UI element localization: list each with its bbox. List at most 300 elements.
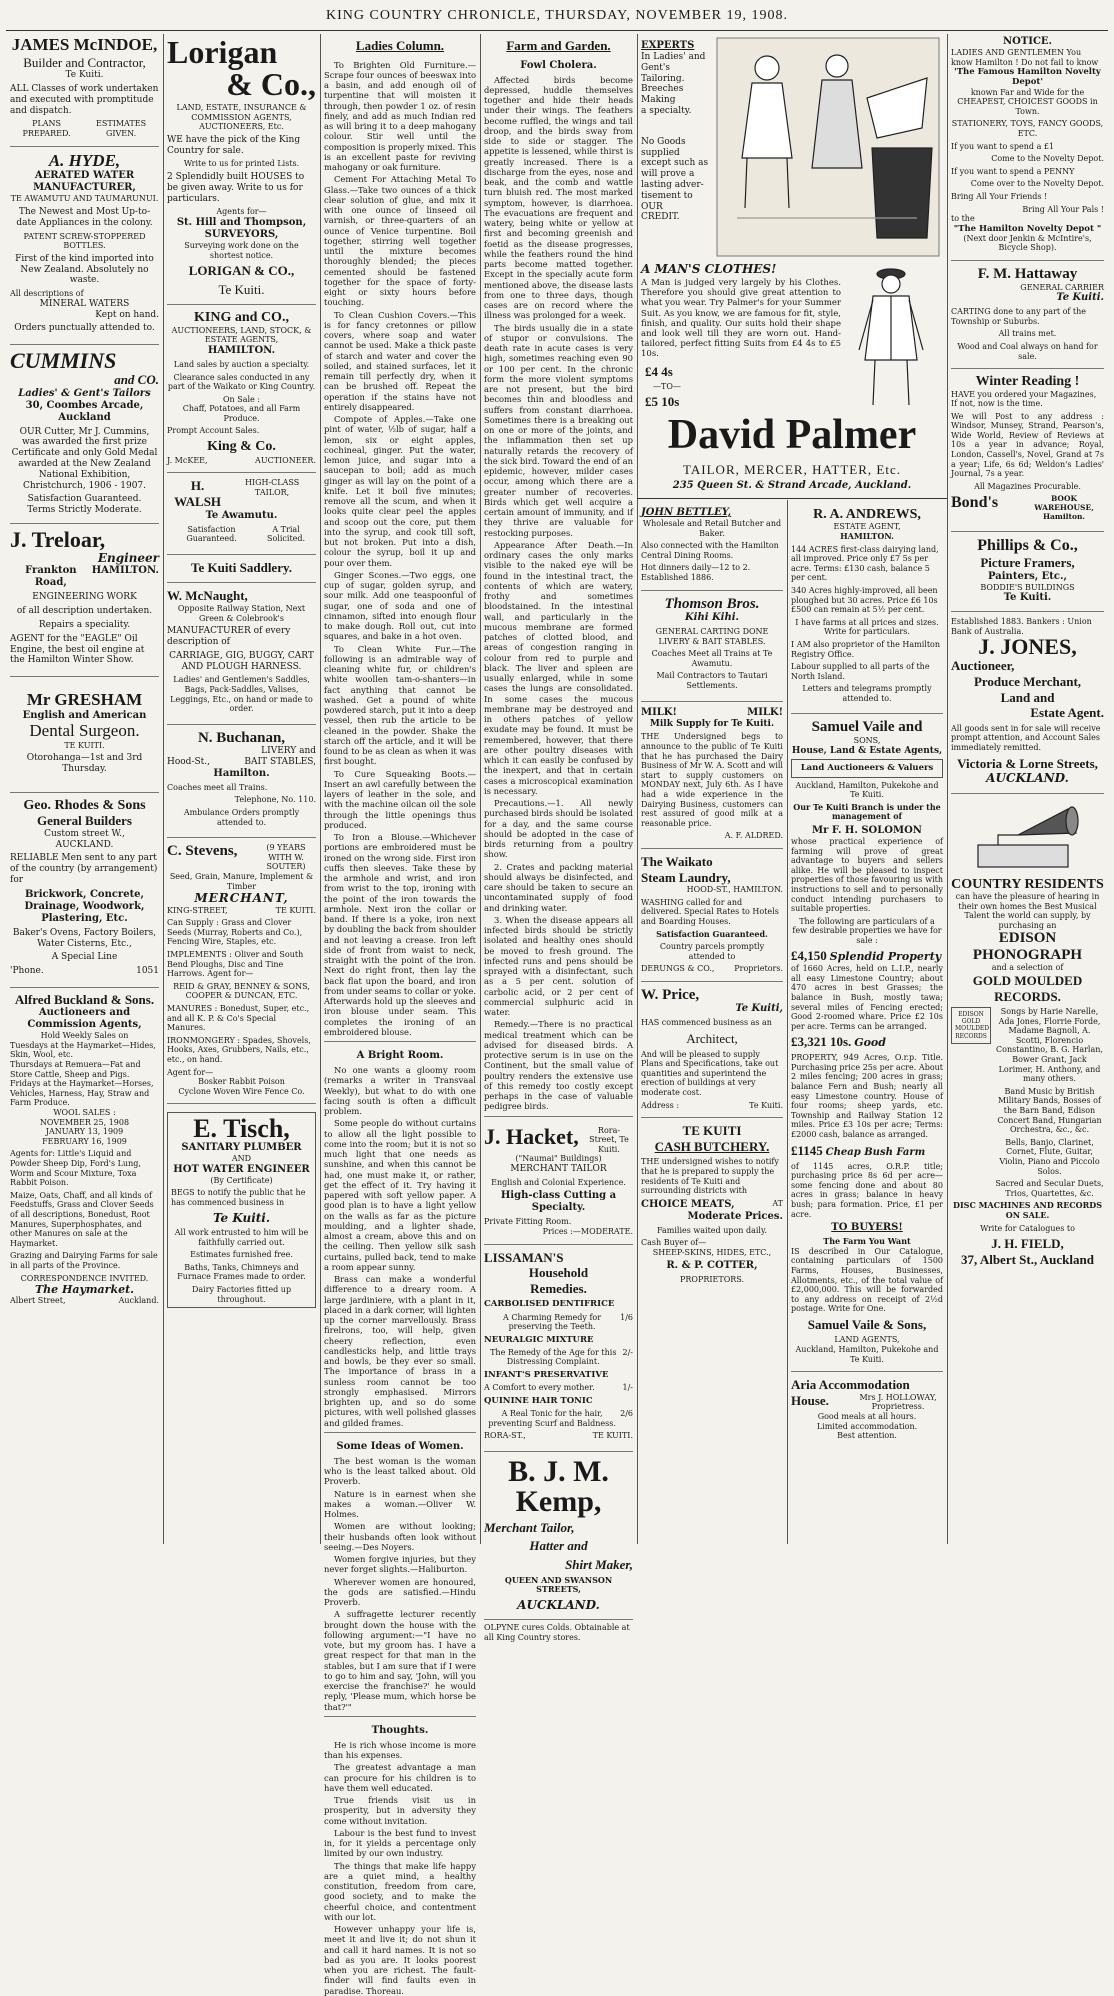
ad-line: Private Fitting Room. xyxy=(484,1217,572,1227)
experts-line: Gent's xyxy=(641,62,671,73)
ad-buchanan xyxy=(167,725,316,838)
ad-addr: TE KUITI. xyxy=(275,905,316,915)
ad-title: Bond's xyxy=(951,494,999,512)
ad-title: Steam Laundry, xyxy=(641,869,731,885)
experts-line: will prove a xyxy=(641,169,695,180)
ad-stevens xyxy=(167,838,316,1104)
ad-line: Surveying work done on the shortest notice. xyxy=(184,240,299,260)
ad-line: and a selection of xyxy=(991,963,1064,973)
paragraph: The things that make life happy are a quiet mind, a healthy constitution, freedom from care, good society, and to make the cheerful choice, and contentment with our lot. xyxy=(324,1860,476,1922)
ad-title: F. M. Hattaway xyxy=(977,266,1078,283)
ad-line: Write for Catalogues to xyxy=(980,1223,1075,1233)
ad-line: Good meals at all hours. xyxy=(817,1412,917,1422)
ad-trade: Engineer xyxy=(97,551,159,566)
ad-line: Cheap Bush Farm xyxy=(825,1146,926,1158)
ad-line: 2 Splendidly built HOUSES to be given away. Write to us for particulars. xyxy=(167,171,305,204)
ad-gresham xyxy=(10,677,159,793)
experts-line: a specialty. xyxy=(641,105,692,116)
ad-field xyxy=(951,794,1104,1275)
ad-line: Hold Weekly Sales on xyxy=(40,1031,129,1041)
rule xyxy=(484,1116,633,1117)
ad-item: INFANT'S PRESERVATIVE xyxy=(484,1370,609,1381)
rule xyxy=(324,1716,476,1717)
ad-body: CARTING done to any part of the Township or Suburbs. xyxy=(951,307,1087,326)
ad-line: Our Te Kuiti Branch is under the management of xyxy=(793,801,941,822)
ad-title: NOTICE. xyxy=(1002,36,1053,47)
ad-line: A Charming Remedy for preserving the Teeth. xyxy=(503,1312,602,1332)
palmer-trade: TAILOR, MERCER, HATTER, Etc. xyxy=(683,462,901,477)
paragraph: Labour is the best fund to invest in, for it yields a percentage only limited by our own industry. xyxy=(324,1827,476,1859)
ad-line: Milk Supply for Te Kuiti. xyxy=(649,718,775,729)
ad-trade: LAND, ESTATE, INSURANCE & COMMISSION AGENTS, AUCTIONEERS, Etc. xyxy=(176,103,307,132)
ad-vaile xyxy=(791,714,943,1372)
ad-body: whose practical experience of farming will prove of great advantage to buyers and sellers alike. He will be pleased to inspect properties of those favouring us with instructions to sell and to personally conduct intending purchasers to suitable properties. xyxy=(791,836,943,914)
ad-place: Kihi Kihi. xyxy=(684,612,740,624)
ad-line: Hatter and xyxy=(529,1538,588,1554)
ad-addr: 37, Albert St., Auckland xyxy=(961,1251,1094,1267)
paragraph: To Iron a Blouse.—Whichever portions are embroidered must be ironed on the wrong side. First iron cuffs then sleeves. Take these by the armhole and wrist, and iron from wrist to the top, ironing with the point of the iron towards the armhole. Next iron the collar or band. If there is a yoke, iron next by doubling the back from shoulder and not leaving a crease. Iron left side of front from waist to neck, straight with the point of the iron. Next do right front, then lay the back flat upon the board, and iron from under seams to collar or yoke. Afterwards hold up the sleeves and iron blouse under seam. This completes the ironing of an embroidered blouse. xyxy=(324,832,476,1037)
ad-line: Land and xyxy=(1000,689,1055,705)
paragraph: A suffragette lecturer recently brought down the house with the following argument:—"I have no vote, but my groom has. I have a great respect for that man in the stables, but I am sure that if I were to go to him and say, 'John, will you exercise the franchise?' he would reply, 'Please mum, which horse be that?'" xyxy=(324,1609,476,1712)
ad-trade: Seed, Grain, Manure, Implement & Timber xyxy=(169,872,314,891)
ad-line: A Trial Solicited. xyxy=(266,524,306,544)
ad-city: HAMILTON. xyxy=(207,344,276,356)
ad-line: R. & P. COTTER, xyxy=(666,1260,758,1272)
ad-line: The Remedy of the Age for this Distressing Complaint. xyxy=(490,1347,617,1367)
ad-line: "The Hamilton Novelty Depot " xyxy=(953,223,1102,234)
ad-title: E. Tisch, xyxy=(193,1114,290,1144)
ad-line: Maize, Oats, Chaff, and all kinds of Feedstuffs, Grass and Clover Seeds of all descriptions, Bonedust, Root Manures, Superphosphates, and other Manures on sale at the Haymarket. xyxy=(10,1190,154,1248)
ad-title: Thomson Bros. xyxy=(664,595,760,612)
ad-line: (Next door Jenkin & McIntire's, Bicycle Shop). xyxy=(963,233,1092,253)
ad-price: 1/6 xyxy=(620,1312,633,1322)
ad-milk xyxy=(641,702,783,849)
section-subtitle: Fowl Cholera. xyxy=(520,59,597,71)
ad-body: AGENT for the "EAGLE" Oil Engine, the best oil engine at the Hamilton Winter Show. xyxy=(10,633,145,666)
ad-andrews xyxy=(791,502,943,714)
ad-title: COUNTRY RESIDENTS xyxy=(951,876,1104,892)
ad-title: C. Stevens, xyxy=(167,843,238,860)
ad-foot: ESTIMATES GIVEN. xyxy=(96,119,147,139)
ad-line: PROPRIETORS. xyxy=(679,1275,745,1285)
ad-title: MILK! xyxy=(747,706,783,718)
ad-line: Ladies' and Gentlemen's Saddles, Bags, Pack-Saddles, Valises, Leggings, Etc., on hand or made to order. xyxy=(170,675,313,714)
ad-line: Samuel Vaile & Sons, xyxy=(807,1316,927,1332)
ad-line: A. F. ALDRED. xyxy=(724,831,783,841)
ad-line: PATENT SCREW-STOPPERED BOTTLES. xyxy=(23,231,146,251)
ad-line: I have farms at all prices and sizes. Write for particulars. xyxy=(795,617,939,637)
paragraph: 3. When the disease appears all infected birds should be strictly isolated and healthy ones should be moved to fresh ground. The infected runs and pens should be sprayed with a disinfectant, such as a 5 per cent. solution of carbolic acid, or 2 per cent of commercial sulphuric acid in water. xyxy=(484,914,633,1018)
ad-trade: Dental Surgeon. xyxy=(29,720,140,740)
experts-box xyxy=(641,40,713,223)
ad-body: We will Post to any address : Windsor, Munsey, Strand, Pearson's, Wide World, Review of Reviews at 10s a year in advance; Royal, London, Cassell's, Novel, Grand at 7s a year; Life, 6s 6d; Weldon's Ladies' Journal, 7s a year. xyxy=(951,411,1104,479)
ad-title: CUMMINS xyxy=(10,348,117,374)
ad-line: BAIT STABLES, xyxy=(244,757,316,768)
paragraph: He is rich whose income is more than his expenses. xyxy=(324,1739,476,1761)
ad-addr: Custom street W., xyxy=(44,828,125,839)
ad-trade: AERATED WATER MANUFACTURER, xyxy=(33,170,136,194)
ad-line: Shirt Maker, xyxy=(565,1557,633,1573)
paragraph: Wherever women are honoured, the gods are satisfied.—Hindu Proverb. xyxy=(324,1576,476,1608)
ad-trade: General Builders xyxy=(37,813,132,829)
ad-line: Come to the Novelty Depot. xyxy=(991,154,1104,164)
ad-place: TE KUITI. xyxy=(64,740,105,750)
ad-line: Write to us for printed Lists. xyxy=(183,159,300,169)
ad-line: Orders punctually attended to. xyxy=(14,323,155,334)
ad-line: Produce Merchant, xyxy=(973,674,1082,690)
paragraph: 2. Crates and packing material should always be disinfected, and care should be taken to secure an uncontaminated supply of food and drinking water. xyxy=(484,861,633,913)
ad-foot: J. McKEE, xyxy=(167,455,208,465)
ad-mcnaught xyxy=(167,583,316,724)
ad-line: to the xyxy=(951,214,975,224)
ad-trade: Architect, xyxy=(686,1030,738,1046)
paragraph: Appearance After Death.—In ordinary cases the only marks visible to the naked eye will be found in the intestinal tract, the contents of which are watery, frothy and sometimes bloodstained. In the intestinal wall, and particularly in the mucous membrane are formed patches of clotted blood, and areas of congestion ranging in colour from red to purple and black. The liver and spleen are usually enlarged, while in some cases the lungs are consolidated. In some cases the mucous membrane may be destroyed and in others patches of yellow exudate may be found. It must be remembered, however, that there are other poultry diseases with which it can easily be confused by the inexpert, and that in certain cases a microscopical examination is necessary. xyxy=(484,539,633,796)
ad-title: & Co., xyxy=(226,66,316,102)
ad-butchery xyxy=(641,1118,783,1292)
ad-line: All work entrusted to him will be faithfully carried out. xyxy=(174,1228,309,1247)
ad-line: Satisfaction Guaranteed. xyxy=(656,928,768,939)
ad-line: Coaches Meet all Trains at Te Awamutu. xyxy=(651,649,773,668)
section-title: Ladies Column. xyxy=(355,38,445,53)
ad-hattaway xyxy=(951,261,1104,369)
ad-line: First of the kind imported into New Zealand. Absolutely no waste. xyxy=(15,253,154,286)
ad-line: A Comfort to every mother. xyxy=(484,1383,595,1393)
ad-novelty xyxy=(951,34,1104,261)
ad-cummins xyxy=(10,345,159,524)
ad-place: Te Kuiti. xyxy=(1003,592,1052,604)
experts-line: No Goods xyxy=(641,136,686,147)
ad-line: Country parcels promptly attended to xyxy=(659,942,765,961)
ad-trade: MERCHANT TAILOR xyxy=(510,1163,607,1174)
ad-line: Songs by Harie Narelle, Ada Jones, Florrie Forde, Madame Bagnoli, A. Scotti, Florencio Constantino, B. G. Harlan, Bower Grant, Jack Lorimer, H. Anthony, and many others. xyxy=(996,1007,1103,1084)
ad-price: 2/6 xyxy=(620,1409,633,1419)
paragraph: Ginger Scones.—Two eggs, one cup of sugar, golden syrup, and sour milk. Add one teaspoonful of sugar, one of soda and one of cinnamon, sifted into enough flour to make dough. Roll out, cut into squares, and bake in a hot oven. xyxy=(324,569,476,642)
paragraph: Compote of Apples.—Take one pint of water, ½lb of sugar, half a lemon, six or eight apples, cochineal, ginger. Put the water, lemon juice, and sugar into a saucepan to boil; add as much ginger as will lay on the point of a knife. Let it boil five minutes; remove all the scum, and when it looks quite clear peel the apples and scoop out the core, put them into the syrup, and cook till soft, but not broken. Put into a dish, colour the syrup, boil it up and pour over them. xyxy=(324,414,476,568)
ad-line: of all description undertaken. xyxy=(16,606,153,617)
ad-line: If you want to spend a £1 xyxy=(951,141,1055,151)
ad-title: Remedies. xyxy=(530,1280,587,1296)
ad-line: The following are particulars of a few desirable properties we have for sale : xyxy=(792,916,942,945)
ad-mcindoe xyxy=(10,34,159,147)
ad-olpyne: OLPYNE cures Colds. Obtainable at all King Country stores. xyxy=(484,1623,630,1642)
rule xyxy=(324,1041,476,1042)
ad-line: Sacred and Secular Duets, Trios, Quartettes, &c. xyxy=(995,1179,1104,1198)
paragraph: Cement For Attaching Metal To Glass.—Take two ounces of a thick clear solution of glue, and mix it with one ounce of linseed oil varnish, or three-quarters of an ounce of Venice turpentine. Boil together, stirring well together until the mixture becomes thoroughly blended; the pieces cemented should be fastened together for the space of forty-eight or sixty hours before touching. xyxy=(324,174,476,308)
ad-foot: Address : xyxy=(641,1100,680,1110)
ad-line: All descriptions of xyxy=(10,289,84,299)
ad-line: SHEEP-SKINS, HIDES, ETC., xyxy=(652,1247,772,1257)
ad-buckland xyxy=(10,988,159,1313)
ad-aria xyxy=(791,1372,943,1448)
ad-line: Mr F. H. SOLOMON xyxy=(812,824,922,836)
ad-line: Labour supplied to all parts of the North Island. xyxy=(791,662,930,681)
column-7 xyxy=(947,34,1108,1544)
ad-trade: HIGH-CLASS TAILOR, xyxy=(244,478,300,498)
ad-city: HAMILTON. xyxy=(840,530,894,541)
ad-body: MANUFACTURER of every description of xyxy=(167,626,291,647)
paragraph: Nature is in earnest when she makes a woman.—Oliver W. Holmes. xyxy=(324,1488,476,1520)
ad-line: Thursdays at Remuera—Fat and Store Cattle, Sheep and Pigs. xyxy=(10,1060,141,1079)
ad-line: MINERAL WATERS xyxy=(39,298,130,309)
ad-place: Te Kuiti. xyxy=(65,70,104,81)
ad-title: A. HYDE, xyxy=(48,150,121,170)
ad-body: RELIABLE Men sent to any part of the country (by arrangement) for xyxy=(10,853,158,885)
ad-line: Land sales by auction a specialty. xyxy=(173,359,310,369)
ad-line: Telephone, No. 110. xyxy=(234,795,316,805)
ad-line: Cyclone Woven Wire Fence Co. xyxy=(178,1086,305,1096)
ad-body: THE undersigned wishes to notify that he is prepared to supply the residents of Te Kuiti and surrounding districts with xyxy=(641,1157,779,1196)
ad-body: BEGS to notify the public that he has commenced business in xyxy=(171,1188,306,1208)
ad-line: Satisfaction Guaranteed. xyxy=(27,494,142,505)
ad-line: Baker's Ovens, Factory Boilers, Water Cisterns, Etc., xyxy=(12,927,157,949)
rule xyxy=(637,498,947,499)
paragraph: To Clean White Fur.—The following is an admirable way of cleaning white fur, or children's white woollen tam-o-shanters—in fact anything that cannot be washed. Get a pound of white powdered starch, put it into a deep vessel, then rub the article to be cleaned in the powder. Shake the starch off the article, and it will be found to be as clean as when it was first bought. xyxy=(324,643,476,767)
ad-line: J. H. FIELD, xyxy=(991,1236,1064,1252)
ad-line: FEBRUARY 16, 1909 xyxy=(42,1136,127,1146)
ad-line: Agents for— xyxy=(216,207,267,217)
column-4-farm xyxy=(480,34,637,1642)
ad-line: Auctioneer, xyxy=(951,658,1015,674)
ad-kemp xyxy=(484,1452,633,1620)
ad-title: J. Hacket, xyxy=(484,1123,579,1149)
ad-line: GENERAL CARTING DONE LIVERY & BAIT STABLES. xyxy=(655,627,769,646)
ad-line: Good xyxy=(854,1036,886,1050)
ad-title: W. McNaught, xyxy=(167,588,248,604)
ad-title: KING and CO., xyxy=(194,310,289,326)
ad-line: Chaff, Potatoes, and all Farm Produce. xyxy=(182,404,301,423)
palmer-name: David Palmer xyxy=(667,412,917,458)
ad-line: King & Co. xyxy=(207,439,276,455)
experts-line: lasting adver- xyxy=(641,179,704,190)
ad-title: B. J. M. Kemp, xyxy=(508,1454,609,1518)
ad-foot: AUCTIONEER. xyxy=(255,455,316,465)
experts-line: except such as xyxy=(641,158,709,169)
section-subtitle: Some Ideas of Women. xyxy=(336,1440,464,1452)
ad-body: THE Undersigned begs to announce to the public of Te Kuiti that he has purchased the Dairy Business of Mr W. A. Scott and will start to supply customers on MONDAY next, July 6th. As I have had a wide experience in the Dairying Business, customers can rest assured of good milk at a reasonable price. xyxy=(641,732,783,828)
ad-line: Mail Contractors to Tautari Settlements. xyxy=(656,671,768,691)
paragraph: To Brighten Old Furniture.—Scrape four ounces of beeswax into a basin, and add enough oil of turpentine that will moisten it through, then powder 1 oz. of resin finely, and add as much Indian red as will bring it to a deep mahogany colour. Stir well until the composition is properly mixed. This is an excellent paste for reviving mahogany or oak furniture. xyxy=(324,59,476,173)
ad-title: N. Buchanan, xyxy=(197,729,286,746)
column-6 xyxy=(787,502,947,1544)
column-1 xyxy=(6,34,163,1544)
ad-line: BOOK WAREHOUSE, Hamilton. xyxy=(1034,494,1094,522)
paragraph: Women are without looking; their husbands often look without seeing.—Des Noyers. xyxy=(324,1521,476,1552)
ad-king xyxy=(167,305,316,473)
ad-line: Hot dinners daily—12 to 2. xyxy=(641,563,751,573)
clothes-to: —TO— xyxy=(653,382,681,391)
ad-body: PROPERTY, 949 Acres, O.r.p. Title. Purchasing price 25s per acre. About 2 miles fencing; 200 acres in grass; balance Fern and Bush; nearly all easy Limestone country. House of four rooms; sheep yards, etc. Township and Railway Station 12 miles. Price £3 10s per acre; Terms: £2000 cash, balance as arranged. xyxy=(791,1053,943,1139)
ad-line: (By Certificate) xyxy=(210,1175,273,1185)
experts-line: OUR xyxy=(641,201,663,212)
paragraph: Brass can make a wonderful difference to a dreary room. A large jardiniere, with a plant in it, placed in a dark corner, will lighten up the corner marvellously. Brass firelrons, too, will help, given cheery reflection, even candlesticks help, and little trays and bowls, be they ever so small. The importance of brass in a sunless room cannot be too strongly emphasised. Mirrors brighten up, and so do some pictures, with well polished glasses and gilded frames. xyxy=(324,1274,476,1428)
ad-title: Phillips & Co., xyxy=(977,537,1078,555)
clothes-title: A MAN'S CLOTHES! xyxy=(641,262,777,276)
ad-line: Opposite Railway Station, Next Green & Colebrook's xyxy=(177,604,306,623)
ad-body: of 1145 acres, O.R.P. title; purchasing price 8s 6d per acre—some fencing done and about 80 acres in grass; balance in heavy bush; para formation. Price, £1 per acre. xyxy=(791,1161,943,1219)
ad-body: HAVE you ordered your Magazines, If not, now is the time. xyxy=(951,389,1097,409)
ad-place: Te Kuiti, xyxy=(735,1003,783,1015)
ad-line: Agents for: Little's Liquid and Powder Sheep Dip, Ford's Lung, Worm and Scour Mixture, Toxa Rabbit Poison. xyxy=(10,1149,141,1188)
ad-foot: Otorohanga—1st and 3rd Thursday. xyxy=(26,753,143,774)
ad-line: Auckland, Hamilton, Pukekohe and Te Kuiti. xyxy=(795,780,939,800)
clothes-price: £5 10s xyxy=(645,394,680,409)
paragraph: The best woman is the woman who is the least talked about. Old Proverb. xyxy=(324,1455,476,1487)
ad-line: If you want to spend a PENNY xyxy=(951,166,1075,176)
ad-line: REID & GRAY, BENNEY & SONS, COOPER & DUNCAN, ETC. xyxy=(173,981,310,1001)
ad-winter xyxy=(951,369,1104,532)
ad-hyde xyxy=(10,147,159,345)
ad-line: Best attention. xyxy=(837,1431,897,1441)
ad-trade: AUCTIONEERS, LAND, STOCK, & ESTATE AGENTS, xyxy=(171,325,312,345)
column-5 xyxy=(637,502,787,1544)
ad-line: Splendid Property xyxy=(829,950,942,964)
ad-foot: TE KUITI. xyxy=(592,1431,633,1441)
ad-addr: HAMILTON. xyxy=(91,565,159,577)
ad-line: Can Supply : Grass and Clover Seeds (Murray, Roberts and Co.), Fencing Wire, Staples, etc. xyxy=(167,918,303,947)
ad-title: Alfred Buckland & Sons. xyxy=(14,991,155,1007)
ad-line: IMPLEMENTS : Oliver and South Bend Ploughs, Disc and Tine Harrows. Agent for— xyxy=(167,949,304,979)
ad-line: CORRESPONDENCE INVITED. xyxy=(20,1273,149,1283)
ad-line: CHOICE MEATS, xyxy=(641,1198,735,1210)
ad-line: Cash Buyer of— xyxy=(641,1238,707,1248)
ad-line: Kept on hand. xyxy=(95,309,159,320)
paragraph: True friends visit us in prosperity, but in adversity they come without invitation. xyxy=(324,1795,476,1826)
ad-line: 'The Famous Hamilton Novelty Depot' xyxy=(954,67,1101,88)
paragraph: Remedy.—There is no practical medical treatment which can be advised for diseased birds. A protective serum is in use on the Continent, but the small value of poultry renders the extensive use of this remedy too costly except perhaps in the case of valuable pedigree birds. xyxy=(484,1019,633,1112)
ad-foot: RORA-ST., xyxy=(484,1431,526,1441)
palmer-addr: 235 Queen St. & Strand Arcade, Auckland. xyxy=(672,480,912,491)
ad-line: SONS, xyxy=(853,735,881,745)
ad-line: Te Kuiti. xyxy=(218,281,265,297)
ad-line: LADIES AND GENTLEMEN You know Hamilton ! Do not fail to know xyxy=(951,48,1099,67)
ad-title: J. Treloar, xyxy=(10,527,106,553)
ad-addr: 30, Coombes Arcade, Auckland xyxy=(25,399,144,423)
ad-lorigan xyxy=(167,34,316,305)
ad-place: Te Kuiti. xyxy=(1056,292,1104,304)
ad-title: Winter Reading ! xyxy=(975,374,1080,390)
ad-foot: 'Phone. xyxy=(10,966,44,977)
ad-trade: ESTATE AGENT, xyxy=(833,522,901,532)
ad-title: LISSAMAN'S xyxy=(484,1249,564,1265)
ad-line: A Real Tonic for the hair, preventing Scurf and Baldness. xyxy=(488,1409,616,1428)
ad-foot: DERUNGS & CO., xyxy=(641,964,715,974)
experts-line: In Ladies' and xyxy=(641,52,706,62)
tailor-illustration xyxy=(717,38,939,256)
ad-line: ("Naumai" Buildings) xyxy=(515,1154,602,1164)
clothes-price: £4 4s xyxy=(645,364,673,379)
experts-line: supplied xyxy=(641,147,680,158)
ad-body: OUR Cutter, Mr J. Cummins, was awarded the first prize Certificate and only Gold Medal awarded at the New Zealand National Exhibition, Christchurch, 1906 - 1907. xyxy=(11,426,158,491)
ad-place: Te Kuiti. xyxy=(212,1210,271,1225)
ad-line: Bring All Your Pals ! xyxy=(1022,204,1104,214)
ad-line: AND xyxy=(231,1154,252,1164)
ad-line: Moderate Prices. xyxy=(687,1210,783,1222)
ad-price: 1/- xyxy=(622,1383,633,1393)
ad-trade: House, Land & Estate Agents, xyxy=(791,745,943,756)
ad-line: Families waited upon daily. xyxy=(656,1225,767,1235)
ad-item: CARBOLISED DENTIFRICE xyxy=(484,1299,615,1310)
ad-body: of 1660 Acres, held on L.I.P., nearly all easy Limestone Country; about 470 acres in best Grasses; the balance in Bush, mostly tawa; several miles of Fencing erected; Good 2-roomed whare. Price £2 10s per acre. Terms can be arranged. xyxy=(791,964,943,1031)
paragraph: However unhappy your life is, meet it and live it; do not shun it and call it hard names. It is not so bad as you are. It looks poorest when you are richest. The fault-finder will find faults even in paradise. Thoreau. xyxy=(324,1924,476,1996)
ad-addr: Victoria & Lorne Streets, xyxy=(957,755,1098,771)
ad-bettley xyxy=(641,502,783,591)
ad-line: Satisfaction Guaranteed. xyxy=(186,524,237,544)
ad-price: £3,321 10s. xyxy=(791,1034,852,1050)
ad-line: Dairy Factories fitted up throughout. xyxy=(191,1285,292,1304)
ad-line: CARRIAGE, GIG, BUGGY, CART AND PLOUGH HARNESS. xyxy=(169,650,314,672)
ad-line: Hood-St., xyxy=(167,757,210,768)
ad-line: 340 Acres highly-improved, all been ploughed but 30 acres. Price £6 10s £500 can remain at 5½ per cent. xyxy=(791,585,938,615)
ad-title: Household xyxy=(528,1265,589,1281)
ad-hacket xyxy=(484,1121,633,1245)
ad-line: St. Hill and Thompson, SURVEYORS, xyxy=(176,216,307,240)
ad-line: Wood and Coal always on hand for sale. xyxy=(957,341,1098,361)
ad-line: Prices :—MODERATE. xyxy=(542,1226,633,1236)
ad-title: House. xyxy=(791,1392,829,1408)
ad-item: QUININE HAIR TONIC xyxy=(484,1395,593,1406)
ad-line: GOLD MOULDED xyxy=(972,972,1083,988)
ad-line: EDISON xyxy=(998,930,1057,947)
ad-body: can have the pleasure of hearing in their own homes the Best Musical Talent the world can supply, by purchasing an xyxy=(955,891,1100,930)
paragraph: The greatest advantage a man can procure for his children is to have them well educated. xyxy=(324,1762,476,1793)
ad-trade: Painters, Etc., xyxy=(988,570,1067,582)
clothes-body: A Man is judged very largely by his Clothes. Therefore you should give great attention to what you wear. Try Palmer's for your Summer Suit. As you know, we are famous for fit, style, finish, and quality. Our suits hold their shape and look well till they are worn out. Hand-tailored, perfect fitting Suits from £4 4s to £5 10s. xyxy=(641,278,841,360)
ad-title: MILK! xyxy=(641,706,677,718)
ad-line: IRONMONGERY : Spades, Shovels, Hooks, Axes, Grubbers, Nails, etc., etc., on hand. xyxy=(167,1035,311,1064)
ad-foot: Albert Street, xyxy=(10,1296,66,1306)
ad-line: Repairs a speciality. xyxy=(38,620,131,631)
masthead: KING COUNTRY CHRONICLE, THURSDAY, NOVEMBER 19, 1908. xyxy=(326,8,788,23)
ad-body: WE have the pick of the King Country for sale. xyxy=(167,134,301,156)
ad-line: LIVERY and xyxy=(261,746,316,757)
ad-price: £4,150 xyxy=(791,948,827,964)
ad-saddlery xyxy=(167,555,316,584)
ad-line: Ambulance Orders promptly attended to. xyxy=(183,808,300,827)
paragraph: No one wants a gloomy room (remarks a writer in Transvaal Weekly), but what to do with one facing south is often a difficult problem. xyxy=(324,1065,476,1117)
ad-walsh xyxy=(167,473,316,554)
ad-body: HAS commenced business as an xyxy=(641,1018,772,1028)
ad-line: Estimates furnished free. xyxy=(190,1250,293,1260)
ad-body: The Newest and Most Up-to-date Appliances in the colony. xyxy=(16,206,153,228)
ad-rhodes xyxy=(10,793,159,988)
ad-line: Brickwork, Concrete, Drainage, Woodwork, Plastering, Etc. xyxy=(24,888,145,924)
ad-trade: SANITARY PLUMBER xyxy=(181,1142,302,1154)
ad-line: Band Music by British Military Bands, Bosses of the Barn Band, Edison Concert Band, Hungarian Orchestra, &c., &c. xyxy=(997,1086,1102,1135)
ad-line: Also connected with the Hamilton Central Dining Rooms. xyxy=(641,541,779,560)
paragraph: Affected birds become depressed, huddle themselves together and hide their heads under their wings. The feathers become ruffled, the wings and tail droop, and the birds sway from side to side or stagger. The appetite is lessened, while thirst is greatly increased. There is a discharge from the eyes, nose and beak, and the comb and wattle turn bluish red. The most marked symptom, however, is diarrhoea. The evacuations are frequent and watery, being white or yellow at first and becoming greenish and foetid as the disease progresses, while the feathers round the hind parts become matted together. Except in the specially acute form mentioned above, the disease lasts from one to three days, though cases are on record where the illness was prolonged for a week. xyxy=(484,74,633,321)
ad-line: Clearance sales conducted in any part of the Waikato or King Country. xyxy=(167,372,316,392)
ad-line: (9 YEARS WITH W. SOUTER) xyxy=(266,843,306,872)
ad-line: Baths, Tanks, Chimneys and Furnace Frames made to order. xyxy=(177,1262,306,1282)
ad-line: Auckland, Hamilton, Pukekohe and Te Kuiti. xyxy=(795,1345,939,1364)
ad-trade: Picture Framers, xyxy=(980,555,1075,571)
ad-line: All trains met. xyxy=(998,329,1057,339)
masthead-rule xyxy=(6,30,1108,31)
ad-line: Agent for— xyxy=(167,1067,214,1077)
ad-line: Mrs J. HOLLOWAY, Proprietress. xyxy=(859,1392,937,1412)
experts-line: tisement to xyxy=(641,190,693,201)
ad-line: Letters and telegrams promptly attended to. xyxy=(802,684,932,703)
rule xyxy=(324,1432,476,1433)
ad-title: The Waikato xyxy=(641,853,713,869)
ad-title: TE KUITI xyxy=(682,1123,742,1139)
ad-line: LAND AGENTS, xyxy=(834,1335,900,1345)
ad-title: CASH BUTCHERY. xyxy=(654,1138,770,1154)
ad-line: PHONOGRAPH xyxy=(972,946,1083,963)
section-subtitle: A Bright Room. xyxy=(356,1050,444,1062)
ad-line: Established 1883. Bankers : Union Bank of Australia. xyxy=(951,617,1092,636)
ad-line: STATIONERY, TOYS, FANCY GOODS, ETC. xyxy=(951,119,1104,138)
